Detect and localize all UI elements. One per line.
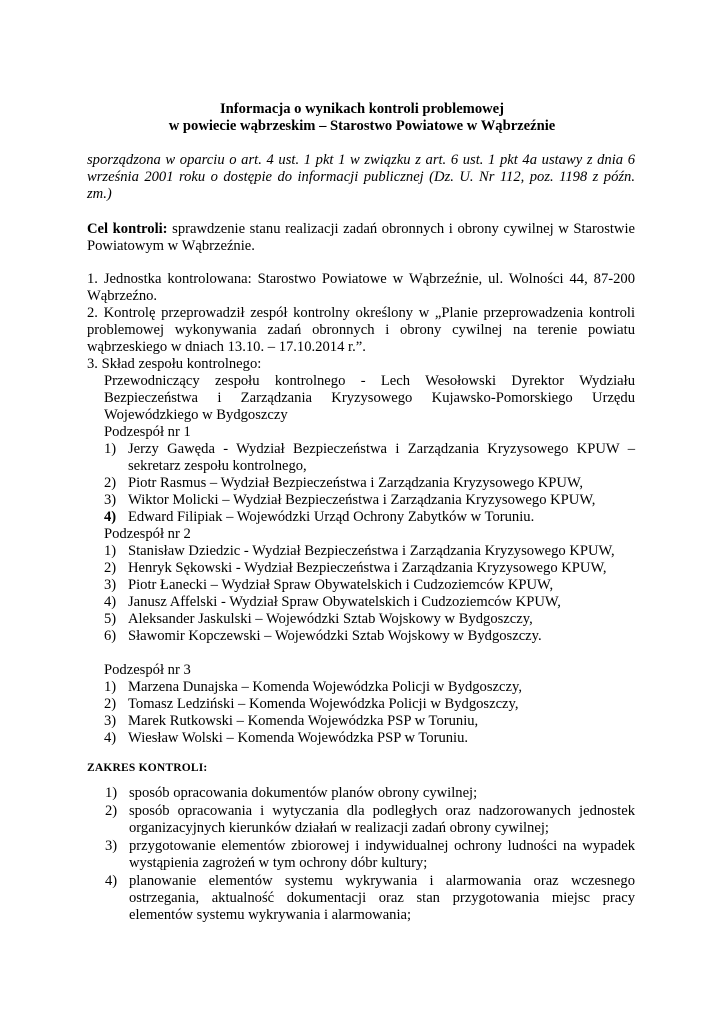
document-title (0, 101, 724, 135)
list-item-text: Piotr Łanecki – Wydział Spraw Obywatelskich i Cudzoziemców KPUW, (128, 577, 554, 593)
control-goal-text: sprawdzenie stanu realizacji zadań obronnych i obrony cywilnej w Starostwie Powiatowym w Wąbrzeźnie. (87, 221, 635, 254)
list-item (104, 560, 635, 577)
list-item-text: Wiesław Wolski – Komenda Wojewódzka PSP w Toruniu. (128, 730, 469, 746)
title-line-2: w powiecie wąbrzeskim – Starostwo Powiatowe w Wąbrzeźnie (168, 118, 556, 134)
point-2: 2. Kontrolę przeprowadził zespół kontrolny określony w „Planie przeprowadzenia kontroli problemowej wykonywania zadań obronnych i obrony cywilnej na terenie powiatu wąbrzeskiego w dniach 13.10. – 17.10.2014 r.”. (87, 305, 635, 355)
list-item-number: 3) (104, 492, 117, 508)
scope-list (105, 785, 635, 925)
list-item-number: 2) (105, 803, 118, 819)
list-item-text: Edward Filipiak – Wojewódzki Urząd Ochrony Zabytków w Toruniu. (128, 509, 535, 525)
spacer (87, 645, 635, 662)
control-goal (87, 221, 635, 255)
subteam-3-heading: Podzespół nr 3 (104, 662, 191, 678)
list-item-text: Marzena Dunajska – Komenda Wojewódzka Policji w Bydgoszczy, (128, 679, 522, 695)
control-points (87, 271, 635, 747)
list-item-number: 3) (104, 577, 117, 593)
list-item-number: 3) (104, 713, 117, 729)
list-item-text: Henryk Sękowski - Wydział Bezpieczeństwa i Zarządzania Kryzysowego KPUW, (128, 560, 607, 576)
list-item (104, 509, 635, 526)
subteam-1-heading: Podzespół nr 1 (104, 424, 191, 440)
list-item (104, 594, 635, 611)
point-3: 3. Skład zespołu kontrolnego: (87, 356, 262, 372)
list-item (104, 577, 635, 594)
title-line-1: Informacja o wynikach kontroli problemowej (219, 101, 505, 117)
list-item-number: 4) (104, 730, 117, 746)
list-item-text: Wiktor Molicki – Wydział Bezpieczeństwa i Zarządzania Kryzysowego KPUW, (128, 492, 596, 508)
subteam-3-list (87, 679, 635, 747)
list-item (105, 803, 635, 837)
list-item-number: 3) (105, 838, 118, 854)
list-item (104, 441, 635, 475)
list-item-text: Tomasz Ledziński – Komenda Wojewódzka Policji w Bydgoszczy, (128, 696, 519, 712)
list-item-number: 1) (104, 441, 117, 457)
list-item-number: 4) (104, 594, 117, 610)
list-item-number: 1) (105, 785, 118, 801)
list-item-text: Stanisław Dziedzic - Wydział Bezpieczeństwa i Zarządzania Kryzysowego KPUW, (128, 543, 615, 559)
list-item-text: Jerzy Gawęda - Wydział Bezpieczeństwa i Zarządzania Kryzysowego KPUW – sekretarz zespołu kontrolnego, (128, 441, 635, 474)
subteam-2-list (87, 543, 635, 645)
team-chair: Przewodniczący zespołu kontrolnego - Lech Wesołowski Dyrektor Wydziału Bezpieczeństwa i Zarządzania Kryzysowego Kujawsko-Pomorskiego Urzędu Wojewódzkiego w Bydgoszczy (104, 373, 635, 423)
list-item-text: przygotowanie elementów zbiorowej i indywidualnej ochrony ludności na wypadek wystąpienia zagrożeń w tym ochrony dóbr kultury; (129, 838, 635, 871)
list-item-text: planowanie elementów systemu wykrywania i alarmowania oraz wczesnego ostrzegania, aktualność dokumentacji oraz stan przygotowania miejsc pracy elementów systemu wykrywania i alarmowania; (129, 873, 635, 923)
subteam-2-heading: Podzespół nr 2 (104, 526, 191, 542)
legal-basis: sporządzona w oparciu o art. 4 ust. 1 pkt 1 w związku z art. 6 ust. 1 pkt 4a ustawy z dnia 6 września 2001 roku o dostępie do informacji publicznej (Dz. U. Nr 112, poz. 1198 z późn. zm.) (87, 152, 635, 202)
list-item (105, 873, 635, 924)
list-item-number: 2) (104, 475, 117, 491)
list-item (104, 492, 635, 509)
list-item (105, 785, 635, 802)
subteam-1-list (87, 441, 635, 526)
scope-heading: ZAKRES KONTROLI: (87, 762, 208, 774)
control-goal-label: Cel kontroli: (87, 221, 168, 237)
list-item (105, 838, 635, 872)
list-item-text: Sławomir Kopczewski – Wojewódzki Sztab Wojskowy w Bydgoszczy. (128, 628, 542, 644)
list-item-text: sposób opracowania i wytyczania dla podległych oraz nadzorowanych jednostek organizacyjnych kierunków działań w realizacji zadań obrony cywilnej; (129, 803, 635, 836)
list-item (104, 713, 635, 730)
list-item-text: Marek Rutkowski – Komenda Wojewódzka PSP w Toruniu, (128, 713, 479, 729)
list-item-text: sposób opracowania dokumentów planów obrony cywilnej; (129, 785, 478, 801)
list-item-number: 2) (104, 560, 117, 576)
list-item-number: 5) (104, 611, 117, 627)
list-item-number: 2) (104, 696, 117, 712)
point-1: 1. Jednostka kontrolowana: Starostwo Powiatowe w Wąbrzeźnie, ul. Wolności 44, 87-200 Wąbrzeźno. (87, 271, 635, 304)
list-item (104, 475, 635, 492)
list-item-number: 1) (104, 543, 117, 559)
list-item (104, 679, 635, 696)
list-item (104, 628, 635, 645)
list-item-number: 4) (105, 873, 118, 889)
list-item (104, 730, 635, 747)
list-item (104, 696, 635, 713)
list-item-text: Aleksander Jaskulski – Wojewódzki Sztab Wojskowy w Bydgoszczy, (128, 611, 533, 627)
list-item (104, 611, 635, 628)
list-item-number: 6) (104, 628, 117, 644)
list-item (104, 543, 635, 560)
list-item-text: Piotr Rasmus – Wydział Bezpieczeństwa i Zarządzania Kryzysowego KPUW, (128, 475, 584, 491)
list-item-number: 1) (104, 679, 117, 695)
list-item-text: Janusz Affelski - Wydział Spraw Obywatelskich i Cudzoziemców KPUW, (128, 594, 561, 610)
list-item-number: 4) (104, 509, 117, 525)
